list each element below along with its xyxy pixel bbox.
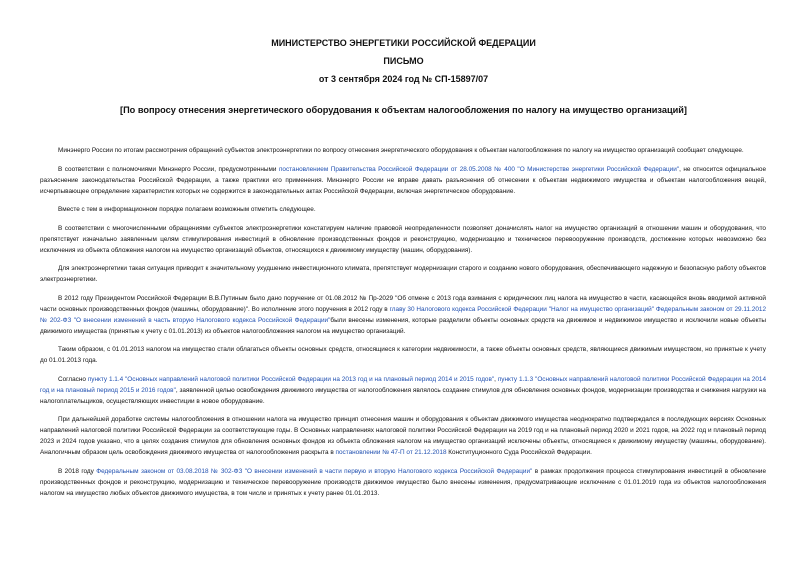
document-date-number: от 3 сентября 2024 год № СП-15897/07 xyxy=(318,74,489,84)
tax-policy-2014-link[interactable]: пункту 1.1.3 "Основных направлений налоговой политики Российской Федерации на 2014 год и на плановый период 2015 и 2016 годов" xyxy=(40,375,767,394)
paragraph-10-text-b: в рамках продолжения процесса стимулирования инвестиций в обновление производственных фондов и реконструкцию, модернизацию и техническое перевооружение производств движимое имущество было внесены изменения, предусматривающие исключение с 01.01.2019 года из объектов налогообложения налогом на имущество любых объектов движимого имущества, в том числе и принятых к учету ранее 01.01.2013. xyxy=(40,467,766,497)
paragraph-8-text-b: , xyxy=(494,375,498,383)
government-decree-400-link[interactable]: постановлением Правительства Российской Федерации от 28.05.2008 № 400 "О Министерстве энергетики Российской Федерации" xyxy=(278,165,680,173)
document-body xyxy=(40,145,766,506)
paragraph-7: Таким образом, с 01.01.2013 налогом на имущество стали облагаться объекты основных средств, относящиеся к категории недвижимости, а также объекты основных средств, являющиеся движимым имуществом, но принятые к учету до 01.01.2013 года. xyxy=(40,346,766,364)
federal-law-302-link[interactable]: Федеральным законом от 03.08.2018 № 302-ФЗ "О внесении изменений в части первую и вторую Налогового кодекса Российской Федерации" xyxy=(96,467,533,475)
paragraph-5: Для электроэнергетики такая ситуация приводит к значительному ухудшению инвестиционного климата, препятствует модернизации старого и созданию нового оборудования, обеспечивающего надежную и безопасную работу объектов электроэнергетики. xyxy=(40,265,766,283)
paragraph-6-text-b: были внесены изменения, которые разделили объекты основных средств на движимое и недвижимое имущество и исключили новые объекты движимого имущества (принятые к учету с 01.01.2013) из объектов налогообложения налогом на имущество организаций. xyxy=(40,316,767,335)
paragraph-1: Минэнерго России по итогам рассмотрения обращений субъектов электроэнергетики по вопросу отнесения энергетического оборудования к объектам налогообложения по налогу на имущество организаций сообщает следующее. xyxy=(58,147,744,154)
tax-policy-2013-link[interactable]: пункту 1.1.4 "Основных направлений налоговой политики Российской Федерации на 2013 год и на плановый период 2014 и 2015 годов" xyxy=(87,375,495,383)
paragraph-8-text-a: Согласно xyxy=(58,375,88,383)
paragraph-10-text-a: В 2018 году xyxy=(58,467,97,475)
paragraph-9-text-a: При дальнейшей доработке системы налогообложения в отношении налога на имущество принцип отнесения машин и оборудования к объектам движимого имущества неоднократно подтверждался в последующих версиях Основных направлений налоговой политики Российской Федерации за соответствующие годы. В Основных направлениях налоговой политики Российской Федерации на 2019 год и на плановый период 2020 и 2021 годов, на 2022 год и плановый период 2023 и 2024 годов указано, что в целях создания стимулов для обновления основных фондов из объекта обложения налогом на имущество организаций исключены объекты, относящиеся к движимому имуществу (машины, оборудование). Аналогичным образом цель освобождения движимого имущества от налогообложения раскрыта в xyxy=(40,416,766,456)
paragraph-2-text-a: В соответствии с полномочиями Минэнерго России, предусмотренными xyxy=(58,165,279,173)
paragraph-9-text-b: Конституционного Суда Российской Федерации. xyxy=(446,449,592,456)
paragraph-8-text-c: , заявленной целью освобождения движимого имущества от налогообложения являлось создание стимулов для обновления основных фондов, модернизации производства и снижения нагрузки на налогоплательщиков, осуществляющих инвестиции в новое оборудование. xyxy=(40,386,766,405)
paragraph-10 xyxy=(40,466,766,499)
paragraph-4: В соответствии с многочисленными обращениями субъектов электроэнергетики констатируем наличие правовой неопределенности позволяет доначислять налог на имущество организаций в отношении машин и оборудования, что препятствует изначально заявленным целям стимулирования инвестиций в обновление производственных фондов и реконструкцию, модернизацию и техническое перевооружение производств, достижение которых невозможно без исключения из объекта обложения налогом на имущество организаций объектов, относящихся к движимому имуществу (машин, оборудования). xyxy=(40,224,766,254)
constitutional-court-ruling-link[interactable]: постановлении № 47-П от 21.12.2018 xyxy=(335,449,447,456)
document-subject: [По вопросу отнесения энергетического оборудования к объектам налогообложения по налогу на имущество организаций] xyxy=(120,105,687,115)
paragraph-3: Вместе с тем в информационном порядке полагаем возможным отметить следующее. xyxy=(58,206,316,213)
paragraph-8 xyxy=(40,374,766,407)
paragraph-6 xyxy=(40,293,766,337)
paragraph-2-text-b: , не относится официальное разъяснение законодательства Российской Федерации, а также практики его применения. Минэнерго России не вправе давать разъяснения об отнесении к объектам недвижимого имущества и объектам налогообложения вещей, исчерпывающее определение характеристик которых не содержится в законодательных актах Российской Федерации, включая энергетическое оборудование. xyxy=(40,165,767,195)
ministry-title: МИНИСТЕРСТВО ЭНЕРГЕТИКИ РОССИЙСКОЙ ФЕДЕРАЦИИ xyxy=(271,38,536,48)
tax-code-chapter-30-link[interactable]: главу 30 Налогового кодекса Российской Федерации "Налог на имущество организаций" Федеральным законом от 29.11.2012 № 202-ФЗ "О внесении изменений в часть вторую Налогового кодекса Российской Федерации" xyxy=(40,305,766,324)
document-type: ПИСЬМО xyxy=(383,56,424,66)
paragraph-6-text-a: В 2012 году Президентом Российской Федерации В.В.Путиным было дано поручение от 01.08.2012 № Пр-2029 "Об отмене с 2013 года взимания с юридических лиц налога на имущество в части, касающейся вновь вводимой активной части основных производственных фондов (машины, оборудование)". Во исполнение этого поручения в 2012 году в xyxy=(40,294,766,313)
paragraph-9 xyxy=(40,414,766,458)
paragraph-2 xyxy=(40,164,766,197)
